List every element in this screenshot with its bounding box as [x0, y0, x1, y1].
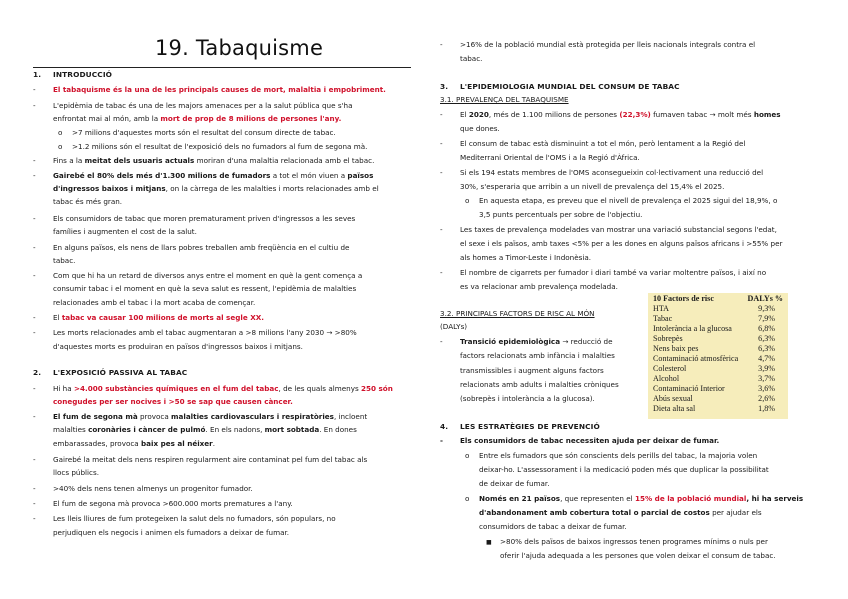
list-item: - Les taxes de prevalença modelades van mostrar una variació substancial segons l'edat, [440, 225, 777, 234]
list-item-cont: tabac és més gran. [53, 197, 123, 206]
list-item-cont: d'ingressos baixos i mitjans, on la càrrega de les malalties i morts relacionades amb el [53, 184, 379, 193]
list-item-cont: relacionats amb adults i malalties cròniques [460, 380, 619, 389]
list-item: - >40% dels nens tenen almenys un progenitor fumador. [33, 484, 253, 493]
subsection-3-2-heading: 3.2. PRINCIPALS FACTORS DE RISC AL MÓN [440, 309, 595, 318]
sub-list-item-cont: 3,5 punts percentuals per sobre de l'objectiu. [479, 210, 643, 219]
list-item: - Si els 194 estats membres de l'OMS aconsegueixin col·lectivament una reducció del [440, 168, 764, 177]
list-item: - Com que hi ha un retard de diversos anys entre el moment en què la gent comença a [33, 271, 363, 280]
list-item: - Els consumidors de tabac que moren prematurament priven d'ingressos a les seves [33, 214, 356, 223]
sub-sub-list-item: ■ >80% dels països de baixos ingressos tenen programes mínims o nuls per [486, 537, 768, 546]
list-item: - En alguns països, els nens de llars pobres treballen amb freqüència en el cultiu de [33, 243, 350, 252]
list-item: - Gairebé el 80% dels més d'1.300 milions de fumadors a tot el món viuen a països [33, 171, 374, 180]
list-item: - El fum de segona mà provoca malalties cardiovasculars i respiratòries, incloent [33, 412, 368, 421]
list-item-cont: consumir tabac i el moment en què la seva salut es ressent, l'epidèmia de malalties [53, 284, 357, 293]
list-item-cont: d'aquestes morts es produiran en països d'ingressos baixos i mitjans. [53, 342, 303, 351]
page-title: 19. Tabaquisme [155, 36, 324, 60]
list-item-cont: es va relacionar amb prevalença modelada. [460, 282, 618, 291]
list-item-cont: el sexe i els països, amb taxes <5% per a les dones en alguns països africans i >55% per [460, 239, 783, 248]
list-item: - Els consumidors de tabac necessiten ajuda per deixar de fumar. [440, 436, 720, 445]
list-item: - L'epidèmia de tabac és una de les majors amenaces per a la salut pública que s'ha [33, 101, 353, 110]
list-item-cont: tabac. [460, 54, 483, 63]
list-item-cont: famílies i augmenten el cost de la salut. [53, 227, 197, 236]
list-item: - Transició epidemiològica → reducció de [440, 337, 613, 346]
section-3-heading: 3. L'EPIDEMIOLOGIA MUNDIAL DEL CONSUM DE TABAC [440, 82, 680, 91]
list-item: - >16% de la població mundial està protegida per lleis nacionals integrals contra el [440, 40, 756, 49]
list-item-cont: que dones. [460, 124, 500, 133]
list-item: - Hi ha >4.000 substàncies químiques en el fum del tabac, de les quals almenys 250 són [33, 384, 393, 393]
list-item-cont: tabac. [53, 256, 76, 265]
list-item-cont: embarassades, provoca baix pes al néixer. [53, 439, 216, 448]
sub-list-item: o Entre els fumadors que són conscients dels perills del tabac, la majoria volen [465, 451, 758, 460]
list-item-cont: Mediterrani Oriental de l'OMS i a la Regió d'Àfrica. [460, 153, 640, 162]
list-item-cont: als homes a Timor-Leste i Indonèsia. [460, 253, 592, 262]
list-item: - El fum de segona mà provoca >600.000 morts prematures a l'any. [33, 499, 293, 508]
list-item: - Gairebé la meitat dels nens respiren regularment aire contaminat pel fum del tabac als [33, 455, 368, 464]
subsection-3-1-heading: 3.1. PREVALENÇA DEL TABAQUISME [440, 95, 569, 104]
list-item: - El nombre de cigarrets per fumador i diari també va variar moltentre països, i així no [440, 268, 767, 277]
list-item-cont: transmissibles i augment alguns factors [460, 366, 604, 375]
list-item-cont: llocs públics. [53, 468, 100, 477]
sub-list-item-cont: de deixar de fumar. [479, 479, 550, 488]
list-item: - Les morts relacionades amb el tabac augmentaran a >8 milions l'any 2030 → >80% [33, 328, 357, 337]
list-item: - El tabac va causar 100 milions de morts al segle XX. [33, 313, 265, 322]
section-2-heading: 2. L'EXPOSICIÓ PASSIVA AL TABAC [33, 368, 188, 377]
risk-factors-table: 10 Factors de risc DALYs % HTA 9,3% Tabac 7,9% Intolerància a la glucosa 6,8% Sobrepès 6,3% Nens baix pes 6,3% Contaminació atmosfèrica 4,7% Colesterol 3,9% Alcohol 3,7% Contaminació Interior 3,6% Abús sexual 2,6% Dieta alta sal 1,8% [648, 293, 788, 419]
subsection-3-2-subtitle: (DALYs) [440, 322, 468, 331]
list-item-cont: 30%, s'esperaria que arribin a un nivell de prevalença del 15,4% el 2025. [460, 182, 725, 191]
list-item-cont: malalties coronàries i càncer de pulmó. En els nadons, mort sobtada. En dones [53, 425, 357, 434]
section-4-heading: 4. LES ESTRATÈGIES DE PREVENCIÓ [440, 422, 600, 431]
sub-list-item-cont: consumidors de tabac a deixar de fumar. [479, 522, 627, 531]
sub-list-item: o Només en 21 països, que representen el 15% de la població mundial, hi ha serveis [465, 494, 804, 503]
sub-list-item: o En aquesta etapa, es preveu que el nivell de prevalença el 2025 sigui del 18,9%, o [465, 196, 778, 205]
list-item: - El tabaquisme és la una de les principals causes de mort, malaltia i empobriment. [33, 85, 386, 94]
sub-sub-list-item-cont: oferir l'ajuda adequada a les persones que volen deixar el consum de tabac. [500, 551, 776, 560]
list-item-cont: factors relacionats amb infància i malalties [460, 351, 615, 360]
sub-list-item: o >7 milions d'aquestes morts són el resultat del consum directe de tabac. [58, 128, 336, 137]
list-item: - Fins a la meitat dels usuaris actuals moriran d'una malaltia relacionada amb el tabac. [33, 156, 375, 165]
sub-list-item-cont: d'abandonament amb cobertura total o parcial de costos per ajudar els [479, 508, 762, 517]
list-item-cont: perjudiquen els negocis i animen els fumadors a deixar de fumar. [53, 528, 290, 537]
list-item: - El 2020, més de 1.100 milions de persones (22,3%) fumaven tabac → molt més homes [440, 110, 781, 119]
list-item-cont: relacionades amb el tabac i la mort acaba de començar. [53, 298, 256, 307]
section-1-heading: 1. INTRODUCCIÓ [33, 70, 113, 79]
list-item-cont: (sobrepès i intolerància a la glucosa). [460, 394, 595, 403]
list-item: - Les lleis lliures de fum protegeixen la salut dels no fumadors, són populars, no [33, 514, 336, 523]
list-item: - El consum de tabac està disminuint a tot el món, però lentament a la Regió del [440, 139, 746, 148]
sub-list-item: o >1.2 milions són el resultat de l'exposició dels no fumadors al fum de segona mà. [58, 142, 368, 151]
list-item-cont: enfrontat mai al món, amb la mort de prop de 8 milions de persones l'any. [53, 114, 342, 123]
list-item-cont: conegudes per ser nocives i >50 se sap que causen càncer. [53, 397, 293, 406]
sub-list-item-cont: deixar-ho. L'assessorament i la medicació poden més que duplicar la possibilitat [479, 465, 769, 474]
